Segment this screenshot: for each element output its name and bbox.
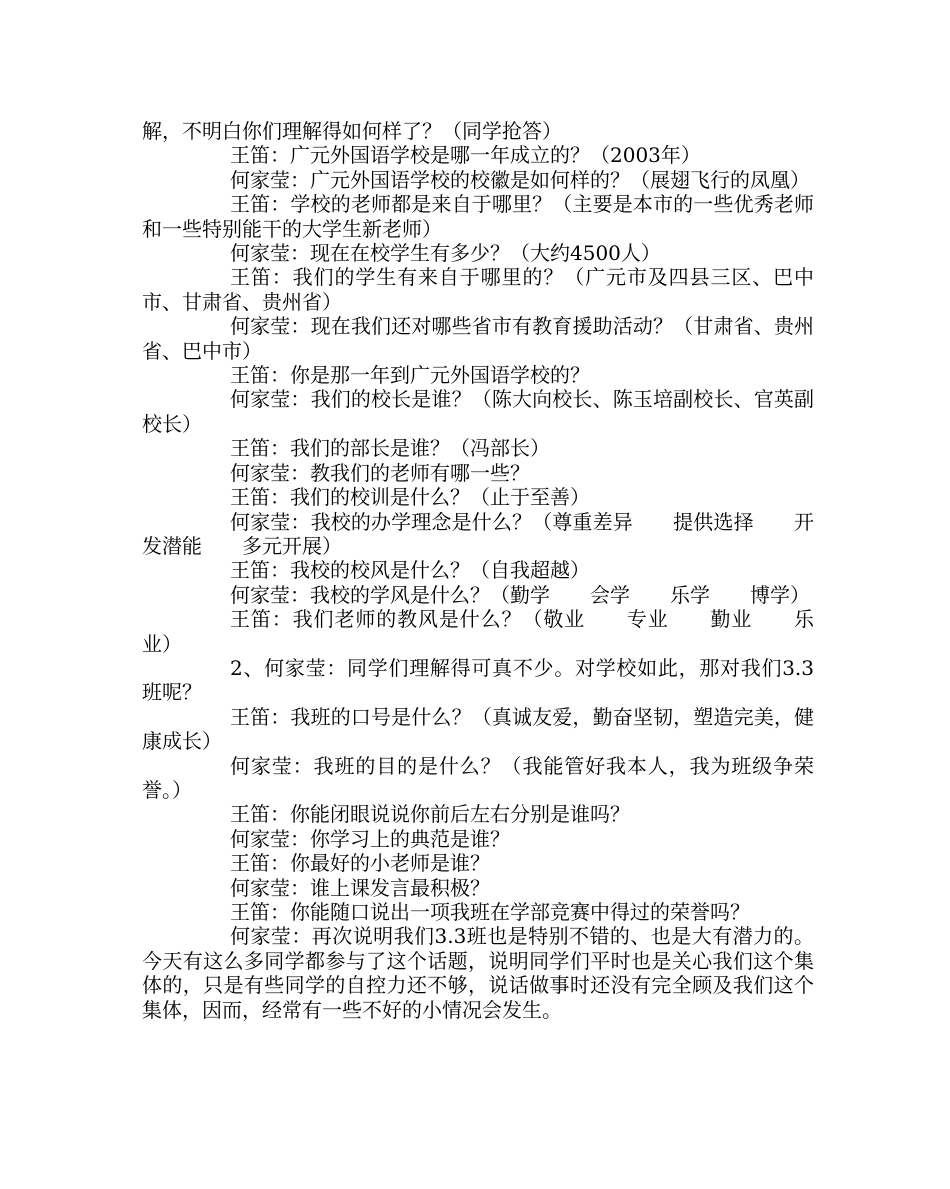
paragraph-16: 王笛：我们老师的教风是什么？（敬业 专业 勤业 乐业） <box>142 607 814 656</box>
paragraph-11: 何家莹：教我们的老师有哪一些？ <box>230 460 530 485</box>
paragraph-9: 何家莹：我们的校长是谁？（陈大向校长、陈玉培副校长、官英副校长） <box>142 387 814 436</box>
paragraph-17: 2、何家莹：同学们理解得可真不少。对学校如此，那对我们3.3班呢？ <box>142 655 814 705</box>
paragraph-15: 何家莹：我校的学风是什么？（勤学 会学 乐学 博学） <box>230 582 810 607</box>
document-page <box>142 119 814 1022</box>
paragraph-22: 王笛：你最好的小老师是谁？ <box>230 851 490 876</box>
paragraph-23: 何家莹：谁上课发言最积极？ <box>230 875 490 900</box>
paragraph-7: 何家莹：现在我们还对哪些省市有教育援助活动？（甘肃省、贵州省、巴中市） <box>142 314 814 363</box>
paragraph-19: 何家莹：我班的目的是什么？（我能管好我本人，我为班级争荣誉。） <box>142 753 814 802</box>
paragraph-20: 王笛：你能闭眼说说你前后左右分别是谁吗？ <box>230 802 630 827</box>
paragraph-12: 王笛：我们的校训是什么？（止于至善） <box>230 485 590 510</box>
paragraph-13: 何家莹：我校的办学理念是什么？（尊重差异 提供选择 开发潜能 多元开展） <box>142 509 814 558</box>
paragraph-24: 王笛：你能随口说出一项我班在学部竞赛中得过的荣誉吗？ <box>230 900 750 924</box>
paragraph-25: 何家莹：再次说明我们3.3班也是特别不错的、也是大有潜力的。今天有这么多同学都参与了这个话题，说明同学们平时也是关心我们这个集体的，只是有些同学的自控力还不够，说话做事时还没有完全顾及我们这个集体，因而，经常有一些不好的小情况会发生。 <box>142 924 814 1022</box>
paragraph-5: 何家莹：现在在校学生有多少？（大约4500人） <box>230 241 661 266</box>
paragraph-21: 何家莹：你学习上的典范是谁？ <box>230 826 510 851</box>
paragraph-10: 王笛：我们的部长是谁？（冯部长） <box>230 436 550 461</box>
paragraph-14: 王笛：我校的校风是什么？（自我超越） <box>230 558 590 583</box>
paragraph-18: 王笛：我班的口号是什么？（真诚友爱，勤奋坚韧，塑造完美，健康成长） <box>142 704 814 754</box>
paragraph-6: 王笛：我们的学生有来自于哪里的？（广元市及四县三区、巴中市、甘肃省、贵州省） <box>142 265 814 314</box>
paragraph-1: 解，不明白你们理解得如何样了？（同学抢答） <box>142 119 562 143</box>
paragraph-2: 王笛：广元外国语学校是哪一年成立的？（2003年） <box>230 143 701 168</box>
paragraph-3: 何家莹：广元外国语学校的校徽是如何样的？（展翅飞行的凤凰） <box>230 167 810 192</box>
paragraph-4: 王笛：学校的老师都是来自于哪里？（主要是本市的一些优秀老师和一些特别能干的大学生新老师） <box>142 192 814 241</box>
paragraph-8: 王笛：你是那一年到广元外国语学校的？ <box>230 363 590 388</box>
